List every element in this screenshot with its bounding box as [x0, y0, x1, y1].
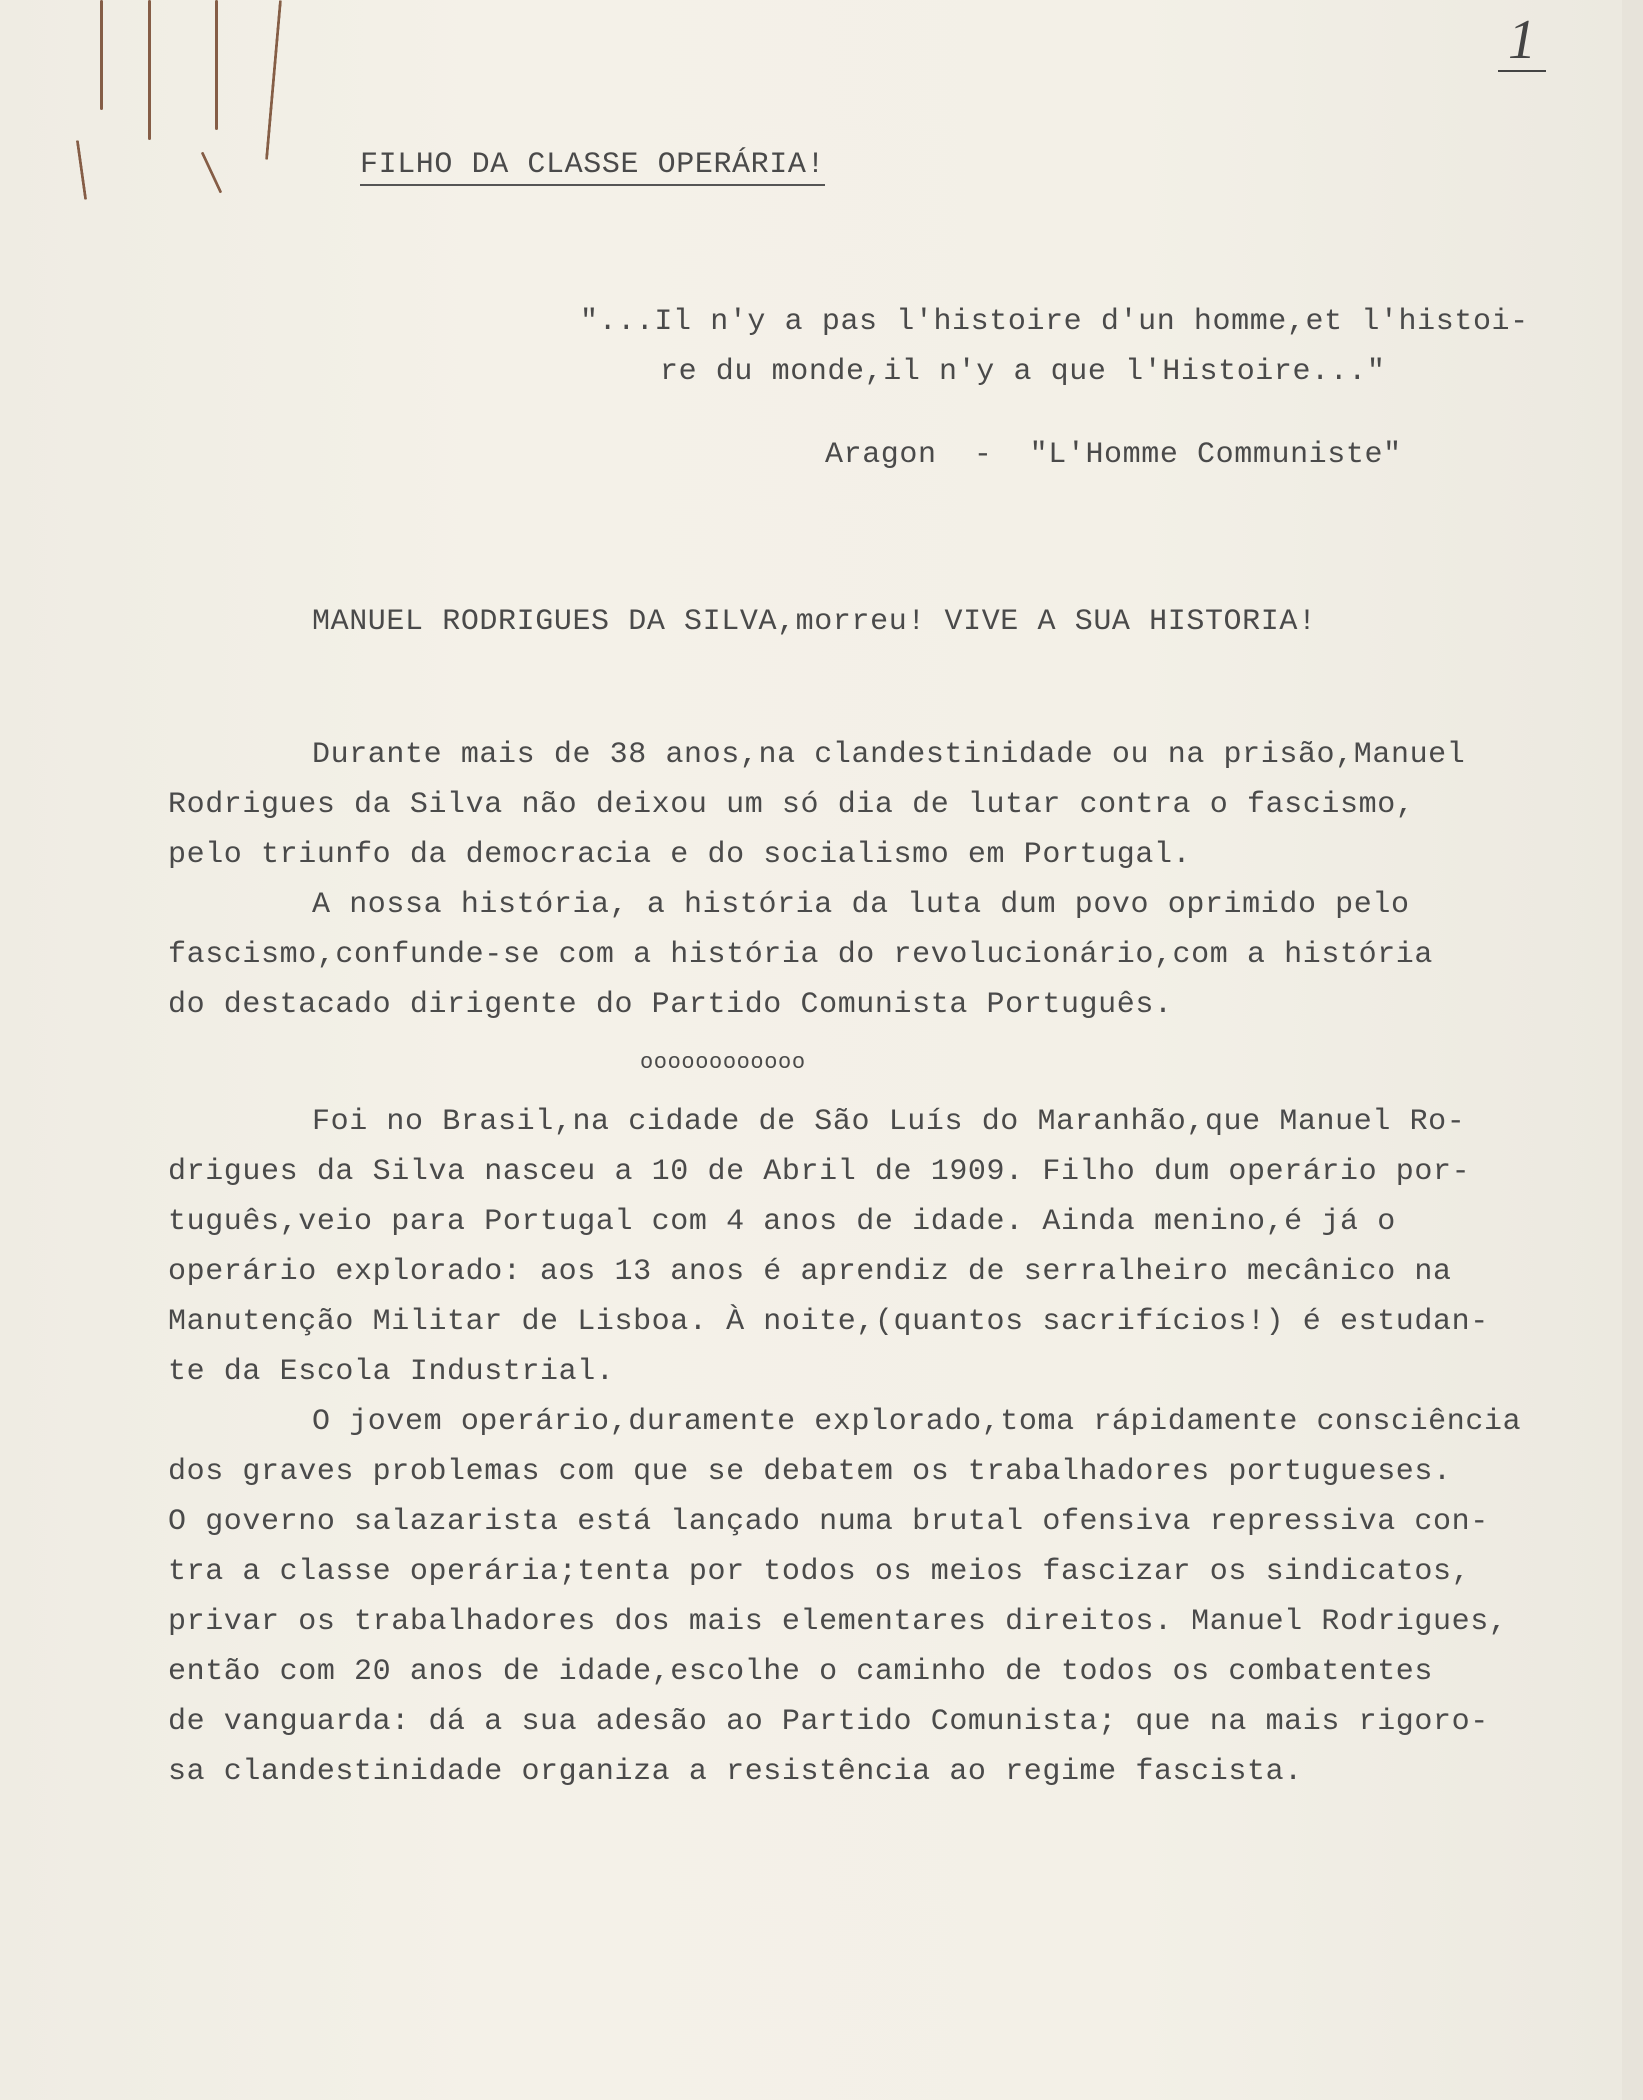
paragraph-3-line-6: te da Escola Industrial.	[168, 1355, 615, 1389]
document-title: FILHO DA CLASSE OPERÁRIA!	[360, 148, 825, 186]
binding-mark-1	[100, 0, 103, 110]
paragraph-4-line-4: tra a classe operária;tenta por todos os meios fascizar os sindicatos,	[168, 1555, 1471, 1589]
epigraph-line-2: re du monde,il n'y a que l'Histoire..."	[660, 355, 1386, 389]
paragraph-3-line-1: Foi no Brasil,na cidade de São Luís do Maranhão,que Manuel Ro-	[312, 1105, 1466, 1139]
epigraph-attribution: Aragon - "L'Homme Communiste"	[825, 438, 1402, 472]
paragraph-1-line-2: Rodrigues da Silva não deixou um só dia de lutar contra o fascismo,	[168, 788, 1415, 822]
paragraph-2-line-2: fascismo,confunde-se com a história do revolucionário,com a história	[168, 938, 1433, 972]
paragraph-4-line-5: privar os trabalhadores dos mais elementares direitos. Manuel Rodrigues,	[168, 1605, 1508, 1639]
page-number: 1	[1498, 10, 1546, 72]
paragraph-4-line-8: sa clandestinidade organiza a resistência ao regime fascista.	[168, 1755, 1303, 1789]
paragraph-4-line-1: O jovem operário,duramente explorado,toma rápidamente consciência	[312, 1405, 1522, 1439]
page-edge	[1622, 0, 1643, 2100]
paragraph-1-line-3: pelo triunfo da democracia e do socialismo em Portugal.	[168, 838, 1192, 872]
paragraph-3-line-4: operário explorado: aos 13 anos é aprendiz de serralheiro mecânico na	[168, 1255, 1452, 1289]
paragraph-4-line-2: dos graves problemas com que se debatem os trabalhadores portugueses.	[168, 1455, 1452, 1489]
paragraph-4-line-7: de vanguarda: dá a sua adesão ao Partido Comunista; que na mais rigoro-	[168, 1705, 1489, 1739]
binding-mark-5	[201, 151, 223, 193]
paragraph-3-line-5: Manutenção Militar de Lisboa. À noite,(quantos sacrifícios!) é estudan-	[168, 1305, 1489, 1339]
binding-mark-4	[215, 0, 218, 130]
epigraph-line-1: "...Il n'y a pas l'histoire d'un homme,et l'histoi-	[580, 305, 1529, 339]
binding-mark-3	[148, 0, 151, 140]
section-divider: oooooooooooo	[640, 1050, 806, 1075]
paragraph-1-line-1: Durante mais de 38 anos,na clandestinidade ou na prisão,Manuel	[312, 738, 1466, 772]
paragraph-2-line-1: A nossa história, a história da luta dum povo oprimido pelo	[312, 888, 1410, 922]
paragraph-2-line-3: do destacado dirigente do Partido Comunista Português.	[168, 988, 1173, 1022]
paragraph-4-line-6: então com 20 anos de idade,escolhe o caminho de todos os combatentes	[168, 1655, 1433, 1689]
section-heading: MANUEL RODRIGUES DA SILVA,morreu! VIVE A SUA HISTORIA!	[312, 605, 1317, 639]
paragraph-4-line-3: O governo salazarista está lançado numa brutal ofensiva repressiva con-	[168, 1505, 1489, 1539]
binding-mark-6	[265, 0, 282, 160]
binding-mark-2	[76, 140, 87, 200]
paragraph-3-line-2: drigues da Silva nasceu a 10 de Abril de 1909. Filho dum operário por-	[168, 1155, 1471, 1189]
paragraph-3-line-3: tuguês,veio para Portugal com 4 anos de idade. Ainda menino,é já o	[168, 1205, 1396, 1239]
